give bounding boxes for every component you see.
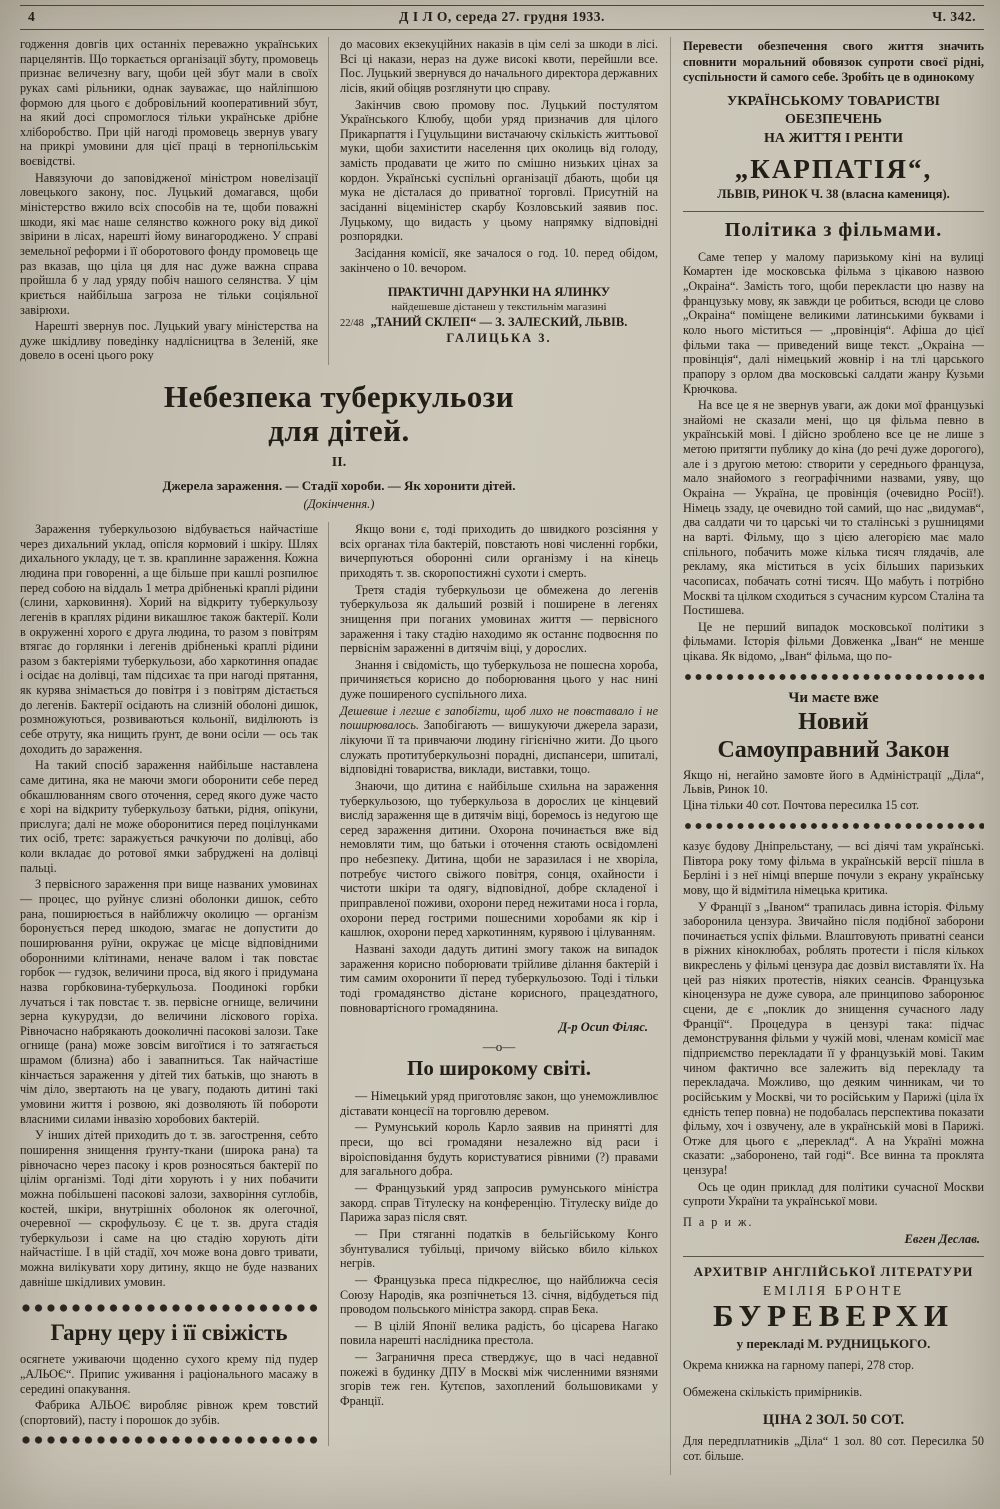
book-author: ЕМІЛІЯ БРОНТЕ	[762, 1283, 905, 1298]
article-paragraph: Знаючи, що дитина є найбільше схильна на зараження туберкульозою, що туберкульоза в дорослих це кінцевий вислід зараження ще в дитячім віці, боремось із недугою ще серед зараження дитини. Охорона починається вже від немовляти тим, що батьки і оточення стають освідомлені про небезпеку. Дитина, щоби не заразилася і не хворіла, потребує чистого свіжого повітря, сонця, охайности і чистоти шкіри та одягу, відповідної, добре складеної і приправленої поживи, охорони перед нежитами носа і горла, охорони перед гострими пошесними хоробами як кір і кашлюк, охорони перед харкотинням, курявою і цілуванням.	[340, 778, 658, 940]
dotted-separator	[683, 821, 984, 831]
article-headline: Політика з фільмами.	[724, 218, 943, 241]
article-paragraph: З первісного зараження при вище названих умовинах — процес, що руйнує слизні оболонки дишок, себто рана, поширюється в найближчу околицю — організм боронується перед шкодою, змагає не допустити до поширювання руїни, окружає це місце відповідними оборонними клітинами, неначе валом і так повстає горбок — гудзок, величини проса, від якого і придумана назва горбковина-туберкульоза. Поодинокі горбки лучаться і так повстає т. зв. первісне огнище, величини зерна кукурудзи, до величини ліскового горіха. Рівночасно набрякають дооколичні пасокові залози. Таке огнище (рана) може зовсім вигоїтися і то затягається шрамом (близна) або і завапниться. Так найчастіше кінчається зараження у дітей тих батьків, що знають в чім діло, звертають на це увагу, подають дитині такі умовини життя і розвою, які дозволяють їй побороти власними силами інвазію хоробових бактерій.	[20, 877, 318, 1126]
advert-organization	[683, 93, 984, 148]
article-part-number: ІІ.	[331, 455, 347, 471]
film-politics-article	[683, 219, 984, 1247]
book-title: БУРЕВЕРХИ	[713, 1298, 954, 1333]
article-headline	[20, 380, 658, 447]
book-translator: у перекладі М. РУДНИЦЬКОГО.	[736, 1335, 931, 1351]
article-paragraph: Саме тепер у малому паризькому кіні на вулиці Комартен іде московська фільма з цікавою назвою „Окраіна“. Замість того, щоби перекласти цю назву на французьку мову, як завжди це робиться, всюди це слово „Окраіна“ поміщене великими латинськими буквами і коло нього міститься — „провінція“. Афіша до цієї фільми така — приведений вище текст. „Окраіна — провінція“, далі німецький жовнір і на тлі царського прапору з орлом два московські салдати жанру Кузьми Крючкова.	[683, 249, 984, 396]
article-subtitle: Джерела зараження. — Стадії хороби. — Як хоронити дітей.	[162, 478, 516, 494]
article-paragraph: Третя стадія туберкульози це обмежена до легенів туберкульоза як дальший розвій і поширене в легенях знищення при поганих умовинах життя — первісного зараження і таку стадію находимо як останнє подвоєння по первіснім зараженні в дитячім віці, у дорослих.	[340, 582, 658, 656]
advert-price: ЦІНА 2 ЗОЛ. 50 СОТ.	[762, 1411, 905, 1428]
paragraph-text: Запобігають — вишукуючи джерела зарази, лікуючи її та привчаючи людину гігієнічно жити. До цього служать протитуберкульозні порадні, диспансери, шпиталі, відповідні товариства, виклади, виставки, тощо.	[340, 718, 658, 777]
article-paragraph: годження довгів цих останніх переважно українських парцелянтів. Що торкається організації збуту, промовець признає величезну вагу, щоби цей збут мали в своїх руках самі рільники, однак зауважає, що найліпшою формою для цього є добровільний кооперативний збут, на який досі спромоглося тільки українське дрібне хліборобство. При цій нагоді промовець звернув увагу на прикрі умовини для цієї праці в тернопільськім воєвідстві.	[20, 37, 318, 169]
ornament-border	[20, 1302, 318, 1314]
advert-text: Обмежена скількість примірників.	[683, 1384, 863, 1399]
advert-text: осягнете уживаючи щоденно сухого крему під пудер „АЛЬОЄ“. Припис уживання і раціонального масажу в середині опакування.	[20, 1352, 318, 1396]
advert-lead: Чи маєте вже	[788, 689, 879, 706]
article-signature: Д-р Осип Філяс.	[558, 1020, 648, 1035]
article-column-right	[328, 522, 658, 1446]
advert-price: Ціна тільки 40 сот. Почтова пересилка 15 сот.	[683, 797, 920, 812]
article-paragraph: На такий спосіб зараження найбільше наставлена саме дитина, яка не маючи змоги оборонити себе перед обкашлюванням свого оточення, серед якого дуже часто є хорі на відкриту туберкульозу батьки, рідня, опікуни, прислуга; далі не може оборонитися перед поцілунками тих осіб, третє: заражується рачкуючи по долівці, або коли вкладає до ротової ямки забруджені на долівці пальці.	[20, 758, 318, 875]
column-1	[20, 37, 328, 365]
article-paragraph: Навязуючи до заповідженої міністром новелізації ловецького закону, пос. Луцький домагався, щоби міністерство вжило всіх способів на те, щоби поважні шкоди, які має наше селянство кожного року від дикої звірини в лісах, нарешті йому винагороджено. У справі земельної реформи і її оборотового фонду промовець ще раз вказав, що ціла ця для нас дуже важна справа пройшла б у лад уряду побіч нашого селянства. У цім криється найбільша загроза не тільки соціяльної завірюхи.	[20, 170, 318, 317]
page-number: 4	[28, 9, 36, 24]
advert-text: Для передплатників „Діла“ 1 зол. 80 сот. Пересилка 50 сот. більше.	[683, 1433, 984, 1463]
horizontal-rule	[683, 211, 984, 212]
section-divider: —о—	[482, 1039, 516, 1055]
parliament-report	[20, 37, 658, 365]
advert-headline: ПРАКТИЧНІ ДАРУНКИ НА ЯЛИНКУ	[387, 285, 611, 300]
org-line-2: НА ЖИТТЯ І РЕНТИ	[764, 130, 903, 146]
insurance-advert	[683, 39, 984, 202]
advert-text: Фабрика АЛЬОЄ виробляє рівнож крем товстий (спортовий), пасту і порошок до зубів.	[20, 1398, 318, 1427]
advert-address: ЛЬВІВ, РИНОК Ч. 38 (власна камениця).	[717, 186, 950, 201]
masthead-title: Д І Л О, середа 27. грудня 1933.	[399, 9, 605, 24]
article-paragraph: На все це я не звернув уваги, аж доки мої французькі знайомі не сказали мені, що ця фільма певно в українській мові. І дійсно зроблено все це не лише з метою притягти публику до кіна (до речі дуже дорогого), але і з другою метою: створити у середнього француза, мало знайомого з географічними назвами, уяву, що Окраіна — Україна, це провінція (очевидно Росії!). Німець ззаду, це очевидно той самий, що нас „видумав“, два салдати чи то царські чи то сталінські з рушницями на варті. Фільму, що з цією алегорією має мало спільного, побачить може кілька тисяч глядачів, але рекламу, яка міститься в усіх більших паризьких часописах, побачать сотні тисяч. Що мабуть і потрібно Москві та цілком сходиться з сучасним курсом Сталіна та Постишева.	[683, 398, 984, 618]
advert-store-row	[340, 315, 658, 330]
article-paragraph: Якщо вони є, тоді приходить до швидкого розсіяння у всіх органах тіла бактерій, повстають нові численні горбки, вичерпуються оборонні сили організму і на кінець приходять т. зв. скоропостижні сухоти і смерть.	[340, 522, 658, 580]
article-column-left	[20, 522, 328, 1446]
article-paragraph: Названі заходи дадуть дитині змогу також на випадок зараження корисно поборювати трійливе ділання бактерій і тим самим охоронити її перед туберкульозою. Тоді і тільки тоді громадянство дістане корисного, працездатного, повновартісного громадянина.	[340, 941, 658, 1015]
advert-brand: „КАРПАТІЯ“,	[734, 153, 933, 184]
headline-line-2: для дітей.	[268, 412, 410, 448]
advert-kicker: АРХИТВІР АНГЛІЙСЬКОЇ ЛІТЕРАТУРИ	[693, 1264, 974, 1279]
advert-address: ГАЛИЦЬКА 3.	[446, 331, 552, 346]
article-body	[20, 522, 658, 1446]
article-paragraph: Засідання комісії, яке зачалося о год. 10. перед обідом, закінчено о 10. вечором.	[340, 245, 658, 275]
article-paragraph: Ось це один приклад для політики сучасної Москви супроти України та української мови.	[683, 1179, 984, 1209]
article-header	[20, 380, 658, 512]
issue-number: Ч. 342.	[932, 9, 976, 24]
news-item: — Німецький уряд приготовляє закон, що унеможливлює діставати концесії на торговлю деревом.	[340, 1089, 658, 1118]
book-advert	[683, 1264, 984, 1463]
advert-text: найдешевше дістанеш у текстильнім магазині	[391, 301, 607, 314]
page-content	[20, 37, 984, 1475]
article-dateline: П а р и ж.	[683, 1215, 754, 1229]
advert-text: Окрема книжка на гарному папері, 278 стор.	[683, 1357, 915, 1372]
world-news-headline: По широкому світі.	[407, 1056, 591, 1081]
article-paragraph: Знання і свідомість, що туберкульоза не пошесна хороба, причиняється корисно до поборювання цього у нас нині дуже поширеного суспільного лиха.	[340, 657, 658, 702]
article-paragraph: Закінчив свою промову пос. Луцький постулятом Українського Клюбу, щоби уряд призначив для цілого Прикарпаття і Гуцульщини вистачаючу скількість життьової муки, щоби захистити населення цих околиць від голоду, замість продавати це жито по смішно низьких цінах за кордон. Українські суспільні організації дбають, щоби ця мука не дісталася до приватної торговлі. Присутній на засіданні віцеміністер скарбу Козловський заявив пос. Луцькому, що видасть у цьому напрямку відповідні розпорядки.	[340, 97, 658, 244]
advert-ref: 22/48	[340, 318, 364, 330]
article-paragraph: Зараження туберкульозою відбувається найчастіше через дихальний уклад, опісля кормовий і шкіру. Шлях дихального укладу, це т. зв. краплинне зараження. Кожна людина при говоренні, а ще більше при кашлі розпилює перед собою на віддаль 1 метра дрібненькі краплі рідини (слини, харковиння). Хорий на відкриту туберкульозу легенів в краплях рідини викашлює також бактерії. Коли в окруженні хорого є друга людина, то разом з повітрям втягає до горлянки і легенів дрібненькі краплі рідини разом з бактеріями туберкульози, або харкотиння опадає і осідає на долівці, там підсихає та при нагоді прятання, як курява знімається до повітря і з повітрям дістається до легенів. Бактерії осідають на слизній оболоні дишок, розмножуються, розвиваються кольонії, виділюють із себе отруту, яка нищить ґрунт, де вони осіли — ось так доходить до зараження.	[20, 522, 318, 756]
ornament-border	[20, 1434, 318, 1446]
column-2	[328, 37, 658, 365]
column-3	[670, 37, 984, 1475]
tuberculosis-article	[20, 380, 658, 1445]
article-paragraph: У інших дітей приходить до т. зв. загострення, себто поширення знищення ґрунту-ткани (широка рана) та рівночасно через пасоку і кров розносяться бактерії по цілім організмі. Тоді діти хорують і у них побачити можна побільшені пасокові залози, захворіння суглобів, костей, шкіри, внутрішніх оболонок як олегочної, очеревної — скрофульозу. Є це т. зв. друга стадія туберкульози і саме на цю стадію хорують діти найчастіше. І в цій стадії, хоч може вона довго тривати, можна вилікувати хору дитину, якщо не буде названих давніше шкідливих умовин.	[20, 1128, 318, 1289]
article-paragraph: Це не перший випадок московської політики з фільмами. Історія фільми Довженка „Іван“ не менше цікава. Як відомо, „Іван“ фільма, що по-	[683, 619, 984, 664]
article-paragraph: до масових екзекуційних наказів в цім селі за шкоди в лісі. Всі ці накази, нераз на дуже високі квоти, перейшли все. Пос. Луцький звернувся до начального директора державних лісів, який обіцяв розглянути цю справу.	[340, 37, 658, 95]
left-section	[20, 37, 658, 1475]
advert-title-line-1: Новий	[798, 708, 869, 735]
news-item: — Французький уряд запросив румунського міністра закорд. справ Тітулеску на конференцію. Тітулеску виїде до Парижа зараз після свят.	[340, 1181, 658, 1225]
org-line-1: УКРАЇНСЬКОМУ ТОВАРИСТВІ ОБЕЗПЕЧЕНЬ	[727, 94, 940, 128]
advert-title-line-2: Самоуправний Закон	[717, 736, 950, 763]
law-book-advert	[683, 690, 984, 813]
emphasis-text: Дешевше і легше є запобігти, щоб лихо не повставало і не поширювалось.	[340, 703, 658, 733]
article-note: (Докінчення.)	[303, 497, 375, 512]
horizontal-rule	[683, 1256, 984, 1257]
gift-advert	[340, 285, 658, 346]
news-item: — Румунський король Карло заявив на принятті для преси, що всі громадяни незалежно від раси і віроісповідання будуть користуватися рівними (?) правами для загального добра.	[340, 1120, 658, 1179]
aloe-cream-advert	[20, 1302, 318, 1445]
dotted-separator	[683, 672, 984, 682]
news-item: — Французька преса підкреслює, що найближча сесія Союзу Народів, яка розпічнеться 13. січня, відбудеться під проводом польського міністра закорд. справ Бека.	[340, 1272, 658, 1317]
news-item: — При стяганні податків в бельгійському Конго збунтувалися тубільці, причому військо вбило кількох негрів.	[340, 1226, 658, 1271]
article-author: Евген Деслав.	[904, 1232, 980, 1246]
article-paragraph: казує будову Дніпрельстану, — всі діячі там українські. Півтора року тому фільма в українській версії пішла в Берліні і з неї німці вперше почули з екрану українську мову, що й відмітила німецька критика.	[683, 838, 984, 897]
headline-line-1: Небезпека туберкульози	[163, 379, 515, 415]
advert-text: Якщо ні, негайно замовте його в Адміністрації „Діла“, Львів, Ринок 10.	[683, 767, 984, 797]
masthead	[20, 5, 984, 30]
news-item: — Заграничня преса стверджує, що в часі недавної пожежі в будинку ДПУ в Москві між численними вязнями згорів теж ген. Кутєпов, захоплений большовиками у Франції.	[340, 1350, 658, 1408]
article-paragraph	[340, 704, 658, 777]
article-paragraph: Нарешті звернув пос. Луцький увагу міністерства на дуже шкідливу поведінку надлісництва в Зеленій, яке довело в осені цього року	[20, 319, 318, 363]
article-paragraph: У Франції з „Іваном“ трапилась дивна історія. Фільму заборонила цензура. Звичайно після подібної заборони починається успіх фільми. Влаштовують приватні сеанси в ріжних кіноклюбах, роблять протести і після кількох викреслень у фільмі цензура дає дозвіл виставляти їх. На цей раз ніяких протестів, ніяких сеансів. Французька кіноцензура не дуже сувора, але принципово заборонює сцени, де є „поклик до знищення сучасного ладу Франції“. Процедура в цензурі така: підчас демонстрування фільми у чужій мові, членам комісії має підприємство перекладати її у французькій мові. Таким чином фактично все залежить від перекладу та перекладача. Можливо, що деяким чинникам, чи то російським у Москві, чи то російським у Парижі (ціла їх єдність тепер повна) не подобалась перспектива показати фільму, хоч і озвучену, але в українській мові в Парижі. Отже для цього є „переклад“. А на Україні можна сказати: „заборонено, тай годі“. Все винна та проклята цензура!	[683, 899, 984, 1178]
news-item: — В цілій Японії велика радість, бо цісарева Нагако повила нарешті наслідника престола.	[340, 1318, 658, 1348]
advert-headline: Гарну церу і її свіжість	[50, 1320, 288, 1346]
advert-text: Перевести обезпечення свого життя значить сповнити моральний обовязок супроти своєї рідні, суспільности й самого себе. Зробіть це в одинокому	[683, 39, 984, 85]
advert-store: „ТАНИЙ СКЛЕП“ — З. ЗАЛЕСКИЙ, ЛЬВІВ.	[370, 315, 628, 330]
